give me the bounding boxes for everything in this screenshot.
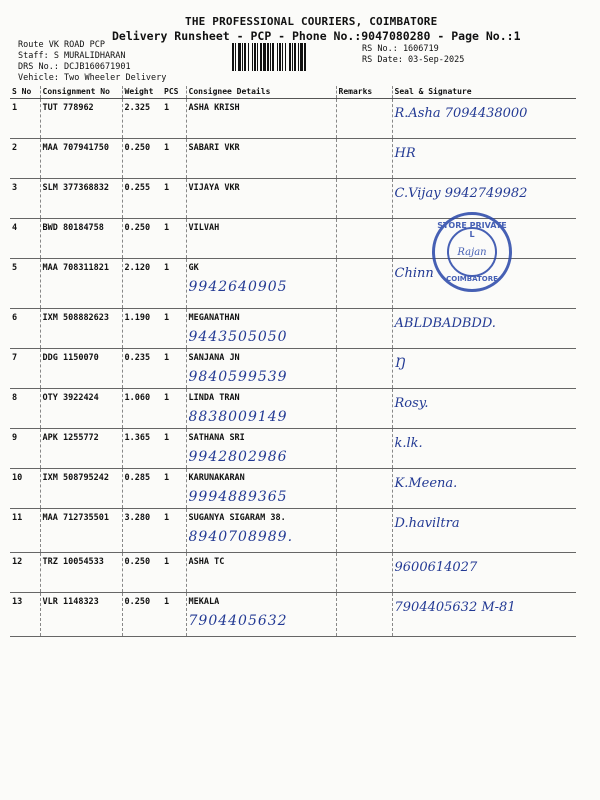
sno-cell: 7 bbox=[10, 349, 40, 389]
remarks-cell bbox=[336, 219, 392, 259]
consignee-name: GK bbox=[188, 263, 199, 273]
consignee-cell bbox=[186, 139, 336, 179]
handwritten-phone: 9840599539 bbox=[188, 369, 288, 385]
consignment-cell: OTY 3922424 bbox=[40, 389, 122, 429]
pcs-cell: 1 bbox=[162, 139, 186, 179]
consignee-cell bbox=[186, 219, 336, 259]
seal-signature-cell bbox=[392, 179, 576, 219]
stamp-top-text: STORE PRIVATE L bbox=[437, 221, 507, 239]
sno-cell: 11 bbox=[10, 509, 40, 553]
col-weight: Weight bbox=[122, 86, 162, 99]
seal-signature-cell bbox=[392, 389, 576, 429]
consignee-name: VIJAYA VKR bbox=[188, 183, 240, 193]
handwritten-phone: 9942640905 bbox=[188, 279, 288, 295]
consignee-name: MEKALA bbox=[188, 597, 220, 607]
handwritten-phone: 9443505050 bbox=[188, 329, 288, 345]
sno-cell: 4 bbox=[10, 219, 40, 259]
sno-cell: 5 bbox=[10, 259, 40, 309]
remarks-cell bbox=[336, 259, 392, 309]
weight-cell: 0.250 bbox=[122, 219, 162, 259]
runsheet-meta-right bbox=[362, 44, 464, 66]
consignee-name: KARUNAKARAN bbox=[188, 473, 245, 483]
stamp-bottom-text: COIMBATORE bbox=[446, 275, 498, 283]
consignee-cell bbox=[186, 349, 336, 389]
remarks-cell bbox=[336, 309, 392, 349]
col-consignment: Consignment No bbox=[40, 86, 122, 99]
sno-cell: 9 bbox=[10, 429, 40, 469]
remarks-cell bbox=[336, 349, 392, 389]
seal-signature-cell bbox=[392, 139, 576, 179]
pcs-cell: 1 bbox=[162, 309, 186, 349]
pcs-cell: 1 bbox=[162, 389, 186, 429]
remarks-cell bbox=[336, 99, 392, 139]
remarks-cell bbox=[336, 553, 392, 593]
pcs-cell: 1 bbox=[162, 219, 186, 259]
handwritten-phone: 9942802986 bbox=[188, 449, 288, 465]
seal-signature-cell bbox=[392, 349, 576, 389]
consignee-cell bbox=[186, 553, 336, 593]
rs-no-field: RS No.: 1606719 bbox=[362, 44, 439, 54]
handwritten-signature: HR bbox=[394, 146, 416, 161]
table-row bbox=[10, 389, 576, 429]
weight-cell: 0.255 bbox=[122, 179, 162, 219]
sno-cell: 1 bbox=[10, 99, 40, 139]
seal-signature-cell bbox=[392, 309, 576, 349]
consignment-cell: IXM 508882623 bbox=[40, 309, 122, 349]
handwritten-phone: 8940708989. bbox=[188, 529, 294, 545]
consignment-cell: TUT 778962 bbox=[40, 99, 122, 139]
consignment-cell: MAA 707941750 bbox=[40, 139, 122, 179]
consignee-cell bbox=[186, 509, 336, 553]
sno-cell: 8 bbox=[10, 389, 40, 429]
company-seal-stamp bbox=[432, 212, 512, 292]
consignee-cell bbox=[186, 469, 336, 509]
consignee-name: ASHA KRISH bbox=[188, 103, 240, 113]
consignee-cell bbox=[186, 309, 336, 349]
col-seal-signature: Seal & Signature bbox=[392, 86, 576, 99]
col-sno: S No bbox=[10, 86, 40, 99]
consignee-name: VILVAH bbox=[188, 223, 220, 233]
weight-cell: 2.120 bbox=[122, 259, 162, 309]
rs-date-field: RS Date: 03-Sep-2025 bbox=[362, 55, 465, 65]
pcs-cell: 1 bbox=[162, 259, 186, 309]
col-pcs: PCS bbox=[162, 86, 186, 99]
pcs-cell: 1 bbox=[162, 509, 186, 553]
route-field: Route VK ROAD PCP bbox=[18, 40, 105, 50]
handwritten-signature: ABLDBADBDD. bbox=[394, 316, 496, 331]
handwritten-signature: K.Meena. bbox=[394, 476, 458, 491]
seal-signature-cell bbox=[392, 553, 576, 593]
pcs-cell: 1 bbox=[162, 553, 186, 593]
seal-signature-cell bbox=[392, 99, 576, 139]
weight-cell: 0.250 bbox=[122, 593, 162, 637]
table-row bbox=[10, 429, 576, 469]
weight-cell: 1.190 bbox=[122, 309, 162, 349]
handwritten-signature: D.haviltra bbox=[394, 516, 460, 531]
consignment-cell: DDG 1150070 bbox=[40, 349, 122, 389]
handwritten-phone: 7904405632 bbox=[188, 613, 288, 629]
remarks-cell bbox=[336, 139, 392, 179]
weight-cell: 2.325 bbox=[122, 99, 162, 139]
consignee-name: SATHANA SRI bbox=[188, 433, 245, 443]
stamp-signature: Rajan bbox=[457, 246, 487, 258]
consignment-cell: MAA 708311821 bbox=[40, 259, 122, 309]
runsheet-title: THE PROFESSIONAL COURIERS, COIMBATORE bbox=[185, 15, 438, 28]
staff-field: Staff: S MURALIDHARAN bbox=[18, 51, 126, 61]
col-consignee: Consignee Details bbox=[186, 86, 336, 99]
handwritten-phone: 8838009149 bbox=[188, 409, 288, 425]
consignee-name: SUGANYA SIGARAM 38. bbox=[188, 513, 286, 523]
table-row bbox=[10, 179, 576, 219]
handwritten-signature: Rosy. bbox=[394, 396, 429, 411]
handwritten-signature: Chinn bbox=[394, 266, 434, 281]
handwritten-phone: 9994889365 bbox=[188, 489, 288, 505]
table-header-row bbox=[10, 86, 576, 99]
remarks-cell bbox=[336, 389, 392, 429]
consignment-cell: TRZ 10054533 bbox=[40, 553, 122, 593]
consignee-cell bbox=[186, 259, 336, 309]
table-row bbox=[10, 509, 576, 553]
remarks-cell bbox=[336, 593, 392, 637]
consignee-cell bbox=[186, 593, 336, 637]
consignee-name: LINDA TRAN bbox=[188, 393, 240, 403]
seal-signature-cell bbox=[392, 469, 576, 509]
consignee-cell bbox=[186, 429, 336, 469]
weight-cell: 1.365 bbox=[122, 429, 162, 469]
col-remarks: Remarks bbox=[336, 86, 392, 99]
remarks-cell bbox=[336, 429, 392, 469]
seal-signature-cell bbox=[392, 593, 576, 637]
seal-signature-cell bbox=[392, 509, 576, 553]
remarks-cell bbox=[336, 509, 392, 553]
pcs-cell: 1 bbox=[162, 593, 186, 637]
pcs-cell: 1 bbox=[162, 99, 186, 139]
consignment-cell: BWD 80184758 bbox=[40, 219, 122, 259]
delivery-table bbox=[10, 86, 576, 637]
handwritten-signature: k.lk. bbox=[394, 436, 423, 451]
consignment-cell: VLR 1148323 bbox=[40, 593, 122, 637]
drs-field: DRS No.: DCJB160671901 bbox=[18, 62, 131, 72]
consignment-cell: APK 1255772 bbox=[40, 429, 122, 469]
runsheet-subtitle: Delivery Runsheet - PCP - Phone No.:9047080280 - Page No.:1 bbox=[112, 29, 521, 43]
barcode bbox=[232, 43, 358, 71]
weight-cell: 1.060 bbox=[122, 389, 162, 429]
runsheet-meta-left bbox=[18, 40, 166, 84]
pcs-cell: 1 bbox=[162, 349, 186, 389]
consignee-name: SANJANA JN bbox=[188, 353, 240, 363]
consignee-cell bbox=[186, 99, 336, 139]
table-row bbox=[10, 349, 576, 389]
weight-cell: 0.285 bbox=[122, 469, 162, 509]
pcs-cell: 1 bbox=[162, 429, 186, 469]
pcs-cell: 1 bbox=[162, 469, 186, 509]
consignment-cell: MAA 712735501 bbox=[40, 509, 122, 553]
sno-cell: 3 bbox=[10, 179, 40, 219]
table-row bbox=[10, 553, 576, 593]
table-row bbox=[10, 99, 576, 139]
vehicle-field: Vehicle: Two Wheeler Delivery bbox=[18, 73, 167, 83]
remarks-cell bbox=[336, 179, 392, 219]
handwritten-signature: R.Asha 7094438000 bbox=[394, 106, 528, 121]
sno-cell: 10 bbox=[10, 469, 40, 509]
handwritten-signature: Ŋ bbox=[394, 356, 406, 371]
sno-cell: 2 bbox=[10, 139, 40, 179]
handwritten-signature: 9600614027 bbox=[394, 560, 478, 575]
table-row bbox=[10, 309, 576, 349]
table-row bbox=[10, 139, 576, 179]
table-row bbox=[10, 593, 576, 637]
handwritten-signature: 7904405632 M-81 bbox=[394, 600, 516, 615]
sno-cell: 13 bbox=[10, 593, 40, 637]
sno-cell: 12 bbox=[10, 553, 40, 593]
consignment-cell: SLM 377368832 bbox=[40, 179, 122, 219]
weight-cell: 0.250 bbox=[122, 139, 162, 179]
remarks-cell bbox=[336, 469, 392, 509]
consignee-cell bbox=[186, 389, 336, 429]
consignee-name: MEGANATHAN bbox=[188, 313, 240, 323]
consignee-cell bbox=[186, 179, 336, 219]
consignee-name: ASHA TC bbox=[188, 557, 225, 567]
weight-cell: 0.250 bbox=[122, 553, 162, 593]
consignee-name: SABARI VKR bbox=[188, 143, 240, 153]
weight-cell: 0.235 bbox=[122, 349, 162, 389]
handwritten-signature: C.Vijay 9942749982 bbox=[394, 186, 528, 201]
table-row bbox=[10, 469, 576, 509]
consignment-cell: IXM 508795242 bbox=[40, 469, 122, 509]
sno-cell: 6 bbox=[10, 309, 40, 349]
seal-signature-cell bbox=[392, 429, 576, 469]
pcs-cell: 1 bbox=[162, 179, 186, 219]
weight-cell: 3.280 bbox=[122, 509, 162, 553]
